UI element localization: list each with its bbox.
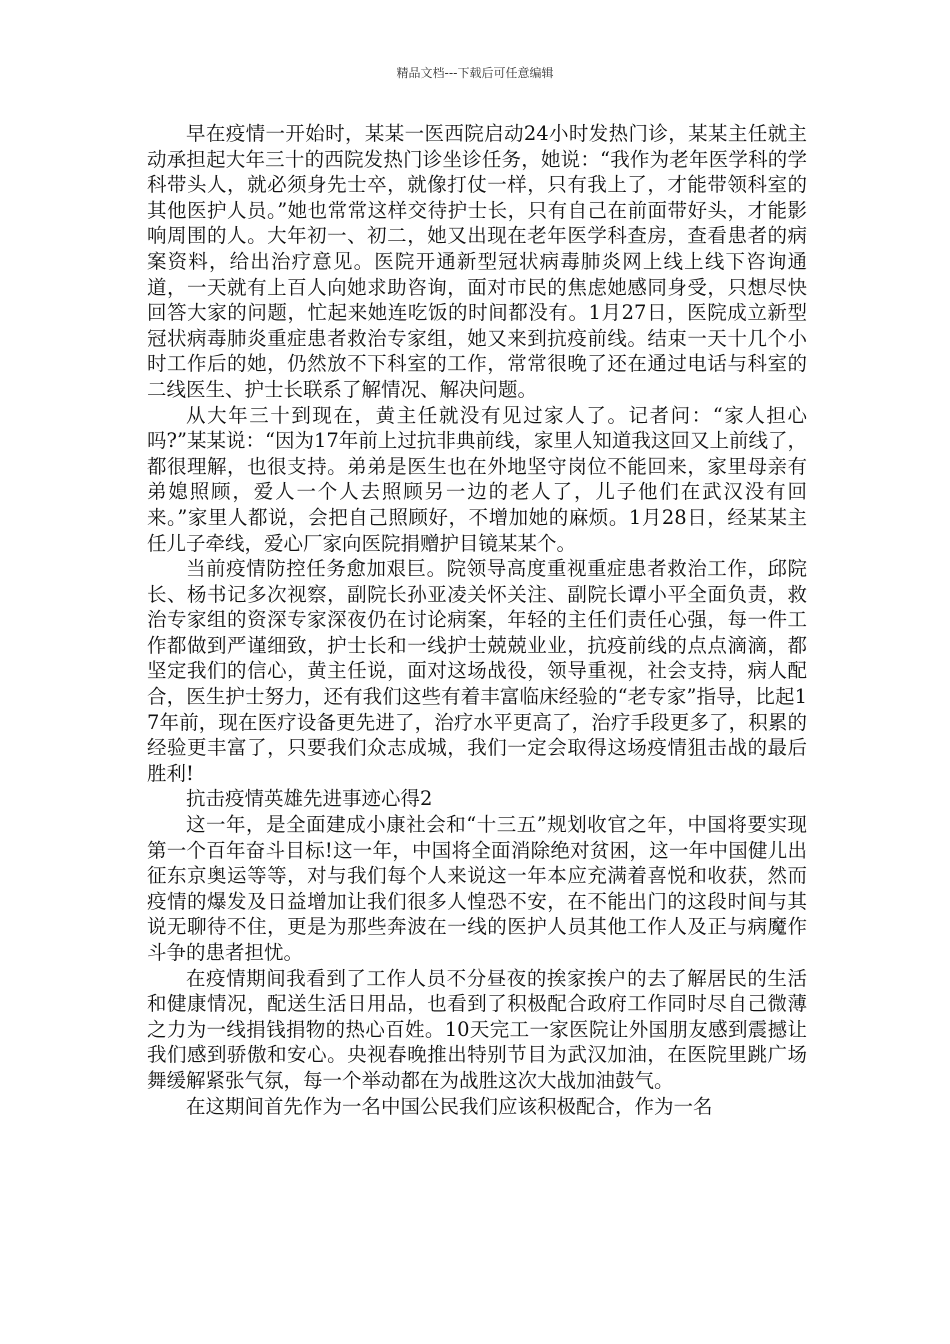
paragraph-1: 早在疫情一开始时，某某一医西院启动24小时发热门诊，某某主任就主动承担起大年三十的西院发热门诊坐诊任务，她说：“我作为老年医学科的学科带头人，就必须身先士卒，就像打仗一样，只有我上了，才能带领科室的其他医护人员。”她也常常这样交待护士长，只有自己在前面带好头，才能影响周围的人。大年初一、初二，她又出现在老年医学科查房，查看患者的病案资料，给出治疗意见。医院开通新型冠状病毒肺炎网上线上线下咨询通道，一天就有上百人向她求助咨询，面对市民的焦虑她感同身受，只想尽快回答大家的问题，忙起来她连吃饭的时间都没有。1月27日，医院成立新型冠状病毒肺炎重症患者救治专家组，她又来到抗疫前线。结束一天十几个小时工作后的她，仍然放不下科室的工作，常常很晚了还在通过电话与科室的二线医生、护士长联系了解情况、解决问题。: [147, 122, 807, 401]
paragraph-5: 在疫情期间我看到了工作人员不分昼夜的挨家挨户的去了解居民的生活和健康情况，配送生活日用品，也看到了积极配合政府工作同时尽自己微薄之力为一线捐钱捐物的热心百姓。10天完工一家医院让外国朋友感到震撼让我们感到骄傲和安心。央视春晚推出特别节目为武汉加油，在医院里跳广场舞缓解紧张气氛，每一个举动都在为战胜这次大战加油鼓气。: [147, 966, 807, 1092]
document-body: [147, 121, 807, 1119]
section-title: 抗击疫情英雄先进事迹心得2: [186, 787, 433, 811]
paragraph-4: 这一年，是全面建成小康社会和“十三五”规划收官之年，中国将要实现第一个百年奋斗目标!这一年，中国将全面消除绝对贫困，这一年中国健儿出征东京奥运等等，对与我们每个人来说这一年本应充满着喜悦和收获，然而疫情的爆发及日益增加让我们很多人惶恐不安，在不能出门的这段时间与其说无聊待不住，更是为那些奔波在一线的医护人员其他工作人及正与病魔作斗争的患者担忧。: [147, 813, 807, 964]
page-header: 精品文档---下载后可任意编辑: [396, 66, 554, 80]
paragraph-3: 当前疫情防控任务愈加艰巨。院领导高度重视重症患者救治工作，邱院长、杨书记多次视察，副院长孙亚凌关怀关注、副院长谭小平全面负责，救治专家组的资深专家深夜仍在讨论病案，年轻的主任们责任心强，每一件工作都做到严谨细致，护士长和一线护士兢兢业业，抗疫前线的点点滴滴，都坚定我们的信心，黄主任说，面对这场战役，领导重视，社会支持，病人配合，医生护士努力，还有我们这些有着丰富临床经验的“老专家”指导，比起17年前，现在医疗设备更先进了，治疗水平更高了，治疗手段更多了，积累的经验更丰富了，只要我们众志成城，我们一定会取得这场疫情狙击战的最后胜利!: [147, 557, 807, 785]
paragraph-6: 在这期间首先作为一名中国公民我们应该积极配合，作为一名: [186, 1094, 713, 1118]
paragraph-2: 从大年三十到现在，黄主任就没有见过家人了。记者问：“家人担心吗?”某某说：“因为17年前上过抗非典前线，家里人知道我这回又上前线了，都很理解，也很支持。弟弟是医生也在外地坚守岗位不能回来，家里母亲有弟媳照顾，爱人一个人去照顾另一边的老人了，儿子他们在武汉没有回来。”家里人都说，会把自己照顾好，不增加她的麻烦。1月28日，经某某主任儿子牵线，爱心厂家向医院捐赠护目镜某某个。: [147, 403, 807, 555]
